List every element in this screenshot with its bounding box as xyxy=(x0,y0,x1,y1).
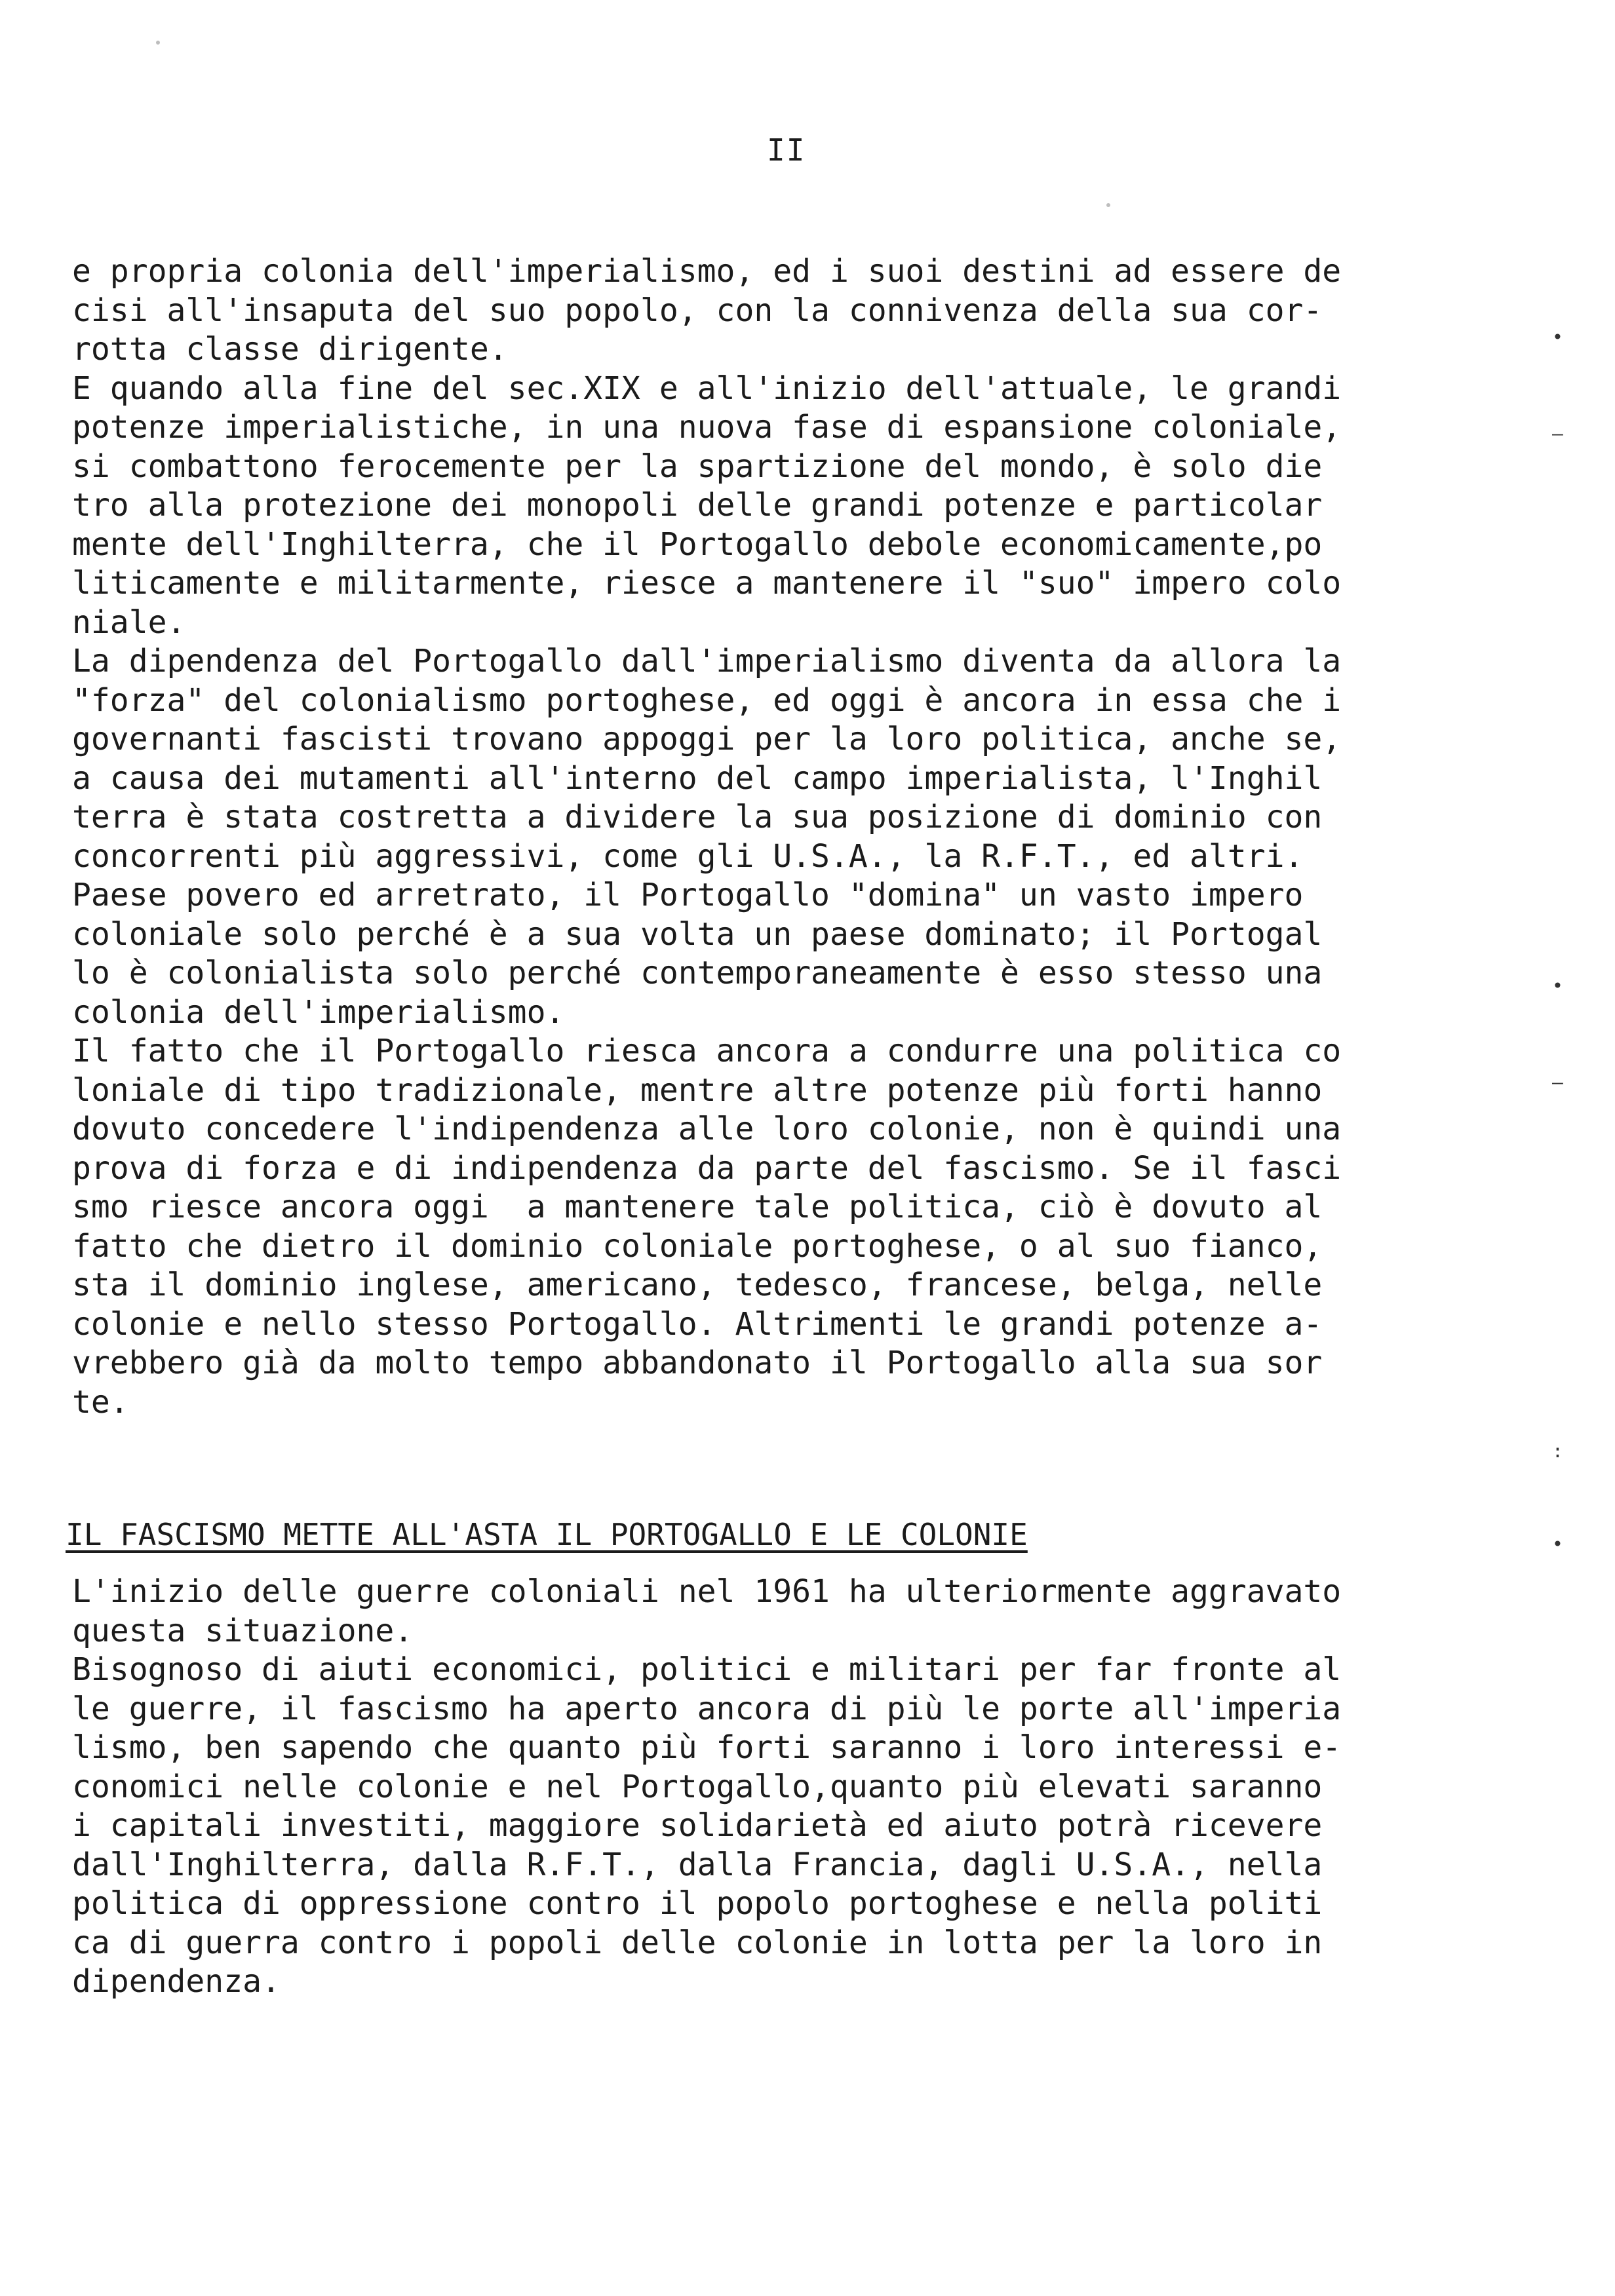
margin-mark: – xyxy=(1552,423,1563,444)
text-line: questa situazione. xyxy=(72,1612,414,1649)
text-line: cisi all'insaputa del suo popolo, con la connivenza della sua cor- xyxy=(72,292,1323,329)
text-line: concorrenti più aggressivi, come gli U.S.A., la R.F.T., ed altri. xyxy=(72,837,1304,875)
paragraph xyxy=(72,1032,1422,1422)
section-heading: IL FASCISMO METTE ALL'ASTA IL PORTOGALLO E LE COLONIE xyxy=(66,1517,1028,1552)
text-line: prova di forza e di indipendenza da parte del fascismo. Se il fasci xyxy=(72,1149,1342,1187)
scan-speck xyxy=(1106,203,1110,207)
text-line: conomici nelle colonie e nel Portogallo,quanto più elevati saranno xyxy=(72,1768,1323,1805)
text-line: sta il dominio inglese, americano, tedesco, francese, belga, nelle xyxy=(72,1267,1323,1303)
text-line: niale. xyxy=(72,603,186,641)
text-line: rotta classe dirigente. xyxy=(72,331,508,368)
margin-mark: • xyxy=(1552,326,1563,348)
text-line: "forza" del colonialismo portoghese, ed oggi è ancora in essa che i xyxy=(72,681,1342,719)
text-line: politica di oppressione contro il popolo portoghese e nella politi xyxy=(72,1885,1323,1922)
text-line: coloniale solo perché è a sua volta un paese dominato; il Portogal xyxy=(72,915,1323,953)
margin-mark: • xyxy=(1552,1533,1563,1555)
text-line: lismo, ben sapendo che quanto più forti saranno i loro interessi e- xyxy=(72,1729,1342,1766)
paragraph xyxy=(72,642,1422,876)
page-number: II xyxy=(767,132,806,168)
paragraph xyxy=(72,1651,1422,2002)
text-line: dall'Inghilterra, dalla R.F.T., dalla Francia, dagli U.S.A., nella xyxy=(72,1846,1323,1883)
text-line: fatto che dietro il dominio coloniale portoghese, o al suo fianco, xyxy=(72,1227,1323,1265)
paragraph xyxy=(72,370,1422,643)
text-line: e propria colonia dell'imperialismo, ed i suoi destini ad essere de xyxy=(72,253,1342,290)
text-line: colonia dell'imperialismo. xyxy=(72,993,565,1031)
text-line: governanti fascisti trovano appoggi per la loro politica, anche se, xyxy=(72,721,1342,757)
text-line: Il fatto che il Portogallo riesca ancora a condurre una politica co xyxy=(72,1033,1342,1069)
margin-mark: • xyxy=(1552,975,1563,997)
text-line: si combattono ferocemente per la spartizione del mondo, è solo die xyxy=(72,448,1323,485)
text-line: lo è colonialista solo perché contemporaneamente è esso stesso una xyxy=(72,955,1323,991)
text-line: a causa dei mutamenti all'interno del campo imperialista, l'Inghil xyxy=(72,759,1323,797)
text-line: terra è stata costretta a dividere la sua posizione di dominio con xyxy=(72,799,1323,835)
body-text-bottom xyxy=(72,1573,1422,2002)
text-line: le guerre, il fascismo ha aperto ancora di più le porte all'imperia xyxy=(72,1690,1342,1727)
text-line: ca di guerra contro i popoli delle colonie in lotta per la loro in xyxy=(72,1924,1323,1961)
paragraph xyxy=(72,1573,1422,1651)
text-line: potenze imperialistiche, in una nuova fase di espansione coloniale, xyxy=(72,409,1342,446)
paragraph xyxy=(72,876,1422,1032)
text-line: smo riesce ancora oggi a mantenere tale politica, ciò è dovuto al xyxy=(72,1189,1323,1225)
text-line: L'inizio delle guerre coloniali nel 1961 ha ulteriormente aggravato xyxy=(72,1573,1342,1610)
text-line: Bisognoso di aiuti economici, politici e militari per far fronte al xyxy=(72,1651,1342,1688)
text-line: dipendenza. xyxy=(72,1963,281,2000)
margin-mark: – xyxy=(1552,1071,1563,1093)
text-line: tro alla protezione dei monopoli delle grandi potenze e particolar xyxy=(72,487,1323,524)
text-line: vrebbero già da molto tempo abbandonato il Portogallo alla sua sor xyxy=(72,1345,1323,1381)
margin-mark: : xyxy=(1552,1440,1563,1462)
scan-speck xyxy=(156,41,160,45)
text-line: Paese povero ed arretrato, il Portogallo "domina" un vasto impero xyxy=(72,877,1304,913)
text-line: La dipendenza del Portogallo dall'imperialismo diventa da allora la xyxy=(72,643,1342,679)
text-line: colonie e nello stesso Portogallo. Altrimenti le grandi potenze a- xyxy=(72,1305,1323,1343)
body-text-top xyxy=(72,252,1422,1422)
text-line: i capitali investiti, maggiore solidarietà ed aiuto potrà ricevere xyxy=(72,1807,1323,1844)
text-line: loniale di tipo tradizionale, mentre altre potenze più forti hanno xyxy=(72,1071,1323,1109)
text-line: liticamente e militarmente, riesce a mantenere il "suo" impero colo xyxy=(72,565,1342,602)
text-line: te. xyxy=(72,1383,129,1421)
paragraph xyxy=(72,252,1422,370)
text-line: dovuto concedere l'indipendenza alle loro colonie, non è quindi una xyxy=(72,1111,1342,1147)
text-line: E quando alla fine del sec.XIX e all'inizio dell'attuale, le grandi xyxy=(72,370,1342,407)
text-line: mente dell'Inghilterra, che il Portogallo debole economicamente,po xyxy=(72,526,1323,563)
